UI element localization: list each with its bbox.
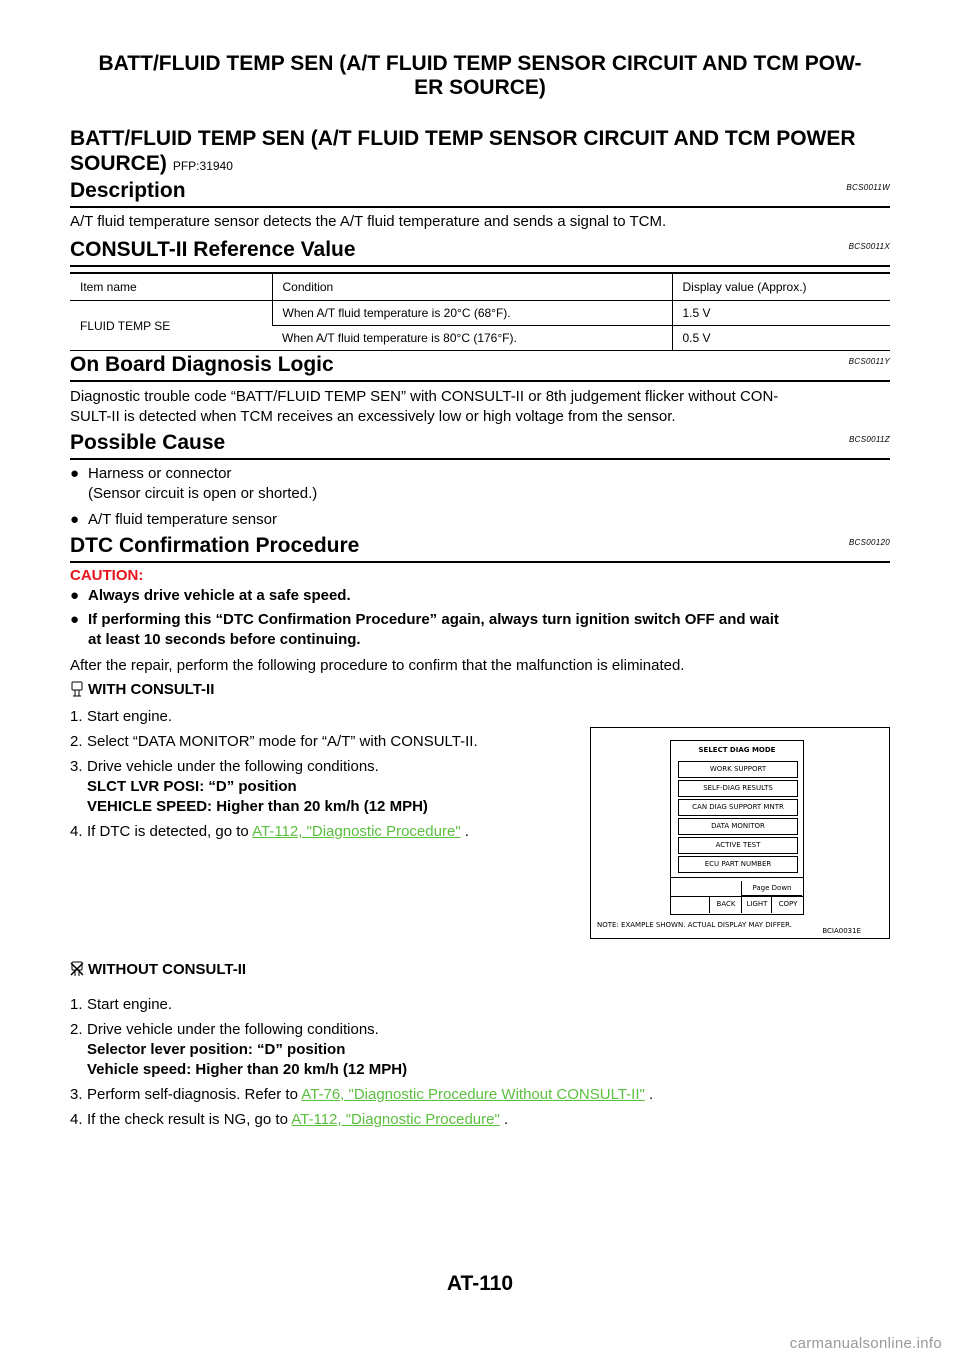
figure-note: NOTE: EXAMPLE SHOWN. ACTUAL DISPLAY MAY DIFFER.: [597, 921, 793, 929]
link-diagnostic-procedure-without-consult[interactable]: AT-76, "Diagnostic Procedure Without CONSULT-II": [301, 1086, 645, 1103]
header-item-name: Item name: [70, 273, 272, 301]
list-item: 1. Start engine.: [70, 996, 173, 1013]
screen-title: SELECT DIAG MODE: [698, 746, 776, 754]
page-header-line1: BATT/FLUID TEMP SEN (A/T FLUID TEMP SENSOR CIRCUIT AND TCM POW-: [98, 52, 862, 75]
pfp-code: PFP:31940: [172, 159, 233, 173]
divider: [671, 877, 803, 878]
caution-label: CAUTION:: [70, 567, 144, 584]
value-cell: 0.5 V: [672, 326, 890, 351]
reference-title: CONSULT-II Reference Value: [70, 238, 356, 261]
description-text: A/T fluid temperature sensor detects the A/T fluid temperature and sends a signal to TCM.: [70, 213, 667, 230]
table-row: [70, 301, 890, 326]
obd-text: [70, 387, 890, 427]
consult-connected-icon: [70, 681, 84, 703]
list-item: 4. If the check result is NG, go to AT-112, "Diagnostic Procedure" .: [70, 1111, 509, 1128]
description-title: Description: [70, 179, 186, 202]
link-diagnostic-procedure[interactable]: AT-112, "Diagnostic Procedure": [291, 1111, 500, 1128]
list-item: ● Harness or connector (Sensor circuit is open or shorted.): [70, 465, 318, 502]
reference-code: BCS0011X: [848, 242, 890, 251]
obd-line1: Diagnostic trouble code “BATT/FLUID TEMP SEN” with CONSULT-II or 8th judgement flicker without CON-: [70, 388, 779, 405]
obd-line2: SULT-II is detected when TCM receives an excessively low or high voltage from the sensor.: [70, 408, 676, 425]
page-header-line2: ER SOURCE): [414, 76, 546, 99]
list-item: 4. If DTC is detected, go to AT-112, "Diagnostic Procedure" .: [70, 823, 469, 840]
data-monitor-button[interactable]: DATA MONITOR: [678, 818, 798, 835]
main-title-line2: SOURCE): [70, 152, 167, 175]
section-obd-title: [70, 352, 890, 382]
list-item: 1. Start engine.: [70, 708, 173, 725]
with-consult-title: WITH CONSULT-II: [88, 681, 215, 698]
ecu-part-number-button[interactable]: ECU PART NUMBER: [678, 856, 798, 873]
list-item: ● A/T fluid temperature sensor: [70, 511, 277, 528]
cause-title: Possible Cause: [70, 431, 226, 454]
cause-code: BCS0011Z: [849, 435, 890, 444]
consult-screen-figure: [590, 727, 890, 939]
main-title-line1: BATT/FLUID TEMP SEN (A/T FLUID TEMP SENSOR CIRCUIT AND TCM POWER: [70, 127, 856, 150]
figure-code: BCIA0031E: [822, 927, 861, 935]
bullet-icon: ●: [70, 611, 80, 628]
active-test-button[interactable]: ACTIVE TEST: [678, 837, 798, 854]
page-header: [60, 52, 900, 100]
list-item: 2. Drive vehicle under the following conditions. Selector lever position: “D” position Vehicle speed: Higher than 20 km/h (12 MPH): [70, 1021, 408, 1078]
with-consult-block: [70, 680, 590, 842]
obd-code: BCS0011Y: [848, 357, 890, 366]
page-down-button[interactable]: Page Down: [741, 881, 802, 896]
item-name-cell: FLUID TEMP SE: [70, 301, 272, 351]
description-code: BCS0011W: [846, 183, 890, 192]
condition-cell: When A/T fluid temperature is 80°C (176°F).: [272, 326, 672, 351]
section-description-title: [70, 178, 890, 208]
back-button[interactable]: BACK: [709, 896, 742, 913]
list-item: 3. Perform self-diagnosis. Refer to AT-76, "Diagnostic Procedure Without CONSULT-II" .: [70, 1086, 654, 1103]
can-diag-support-button[interactable]: CAN DIAG SUPPORT MNTR: [678, 799, 798, 816]
table-header-row: [70, 273, 890, 301]
reference-table: [70, 272, 890, 351]
list-item: 2. Select “DATA MONITOR” mode for “A/T” with CONSULT-II.: [70, 733, 478, 750]
section-dtc-title: [70, 533, 890, 563]
screen-panel: [670, 740, 804, 915]
main-title: [70, 126, 890, 179]
cause-list: [70, 464, 890, 530]
without-consult-title: WITHOUT CONSULT-II: [88, 961, 247, 978]
work-support-button[interactable]: WORK SUPPORT: [678, 761, 798, 778]
link-diagnostic-procedure[interactable]: AT-112, "Diagnostic Procedure": [252, 823, 461, 840]
section-reference-title: [70, 237, 890, 267]
value-cell: 1.5 V: [672, 301, 890, 326]
self-diag-results-button[interactable]: SELF-DIAG RESULTS: [678, 780, 798, 797]
after-repair-text: After the repair, perform the following procedure to confirm that the malfunction is eliminated.: [70, 657, 685, 674]
dtc-code: BCS00120: [848, 538, 890, 547]
bullet-icon: ●: [70, 511, 80, 528]
without-consult-block: [70, 960, 890, 1130]
bullet-icon: ●: [70, 587, 80, 604]
light-button[interactable]: LIGHT: [741, 896, 772, 913]
list-item: 3. Drive vehicle under the following conditions. SLCT LVR POSI: “D” position VEHICLE SPEED: Higher than 20 km/h (12 MPH): [70, 758, 428, 815]
no-consult-icon: [70, 961, 84, 983]
header-display-value: Display value (Approx.): [672, 273, 890, 301]
caution-item: ● Always drive vehicle at a safe speed.: [70, 587, 351, 604]
obd-title: On Board Diagnosis Logic: [70, 353, 334, 376]
dtc-caution-block: [70, 566, 890, 676]
watermark: carmanualsonline.info: [789, 1335, 942, 1352]
caution-item: ● If performing this “DTC Confirmation Procedure” again, always turn ignition switch OFF and wait at least 10 seconds before continuing.: [70, 611, 779, 648]
header-condition: Condition: [272, 273, 672, 301]
condition-cell: When A/T fluid temperature is 20°C (68°F).: [272, 301, 672, 326]
copy-button[interactable]: COPY: [771, 896, 804, 913]
section-cause-title: [70, 430, 890, 460]
bullet-icon: ●: [70, 465, 80, 482]
page-number: AT-110: [446, 1272, 514, 1295]
dtc-title: DTC Confirmation Procedure: [70, 534, 360, 557]
